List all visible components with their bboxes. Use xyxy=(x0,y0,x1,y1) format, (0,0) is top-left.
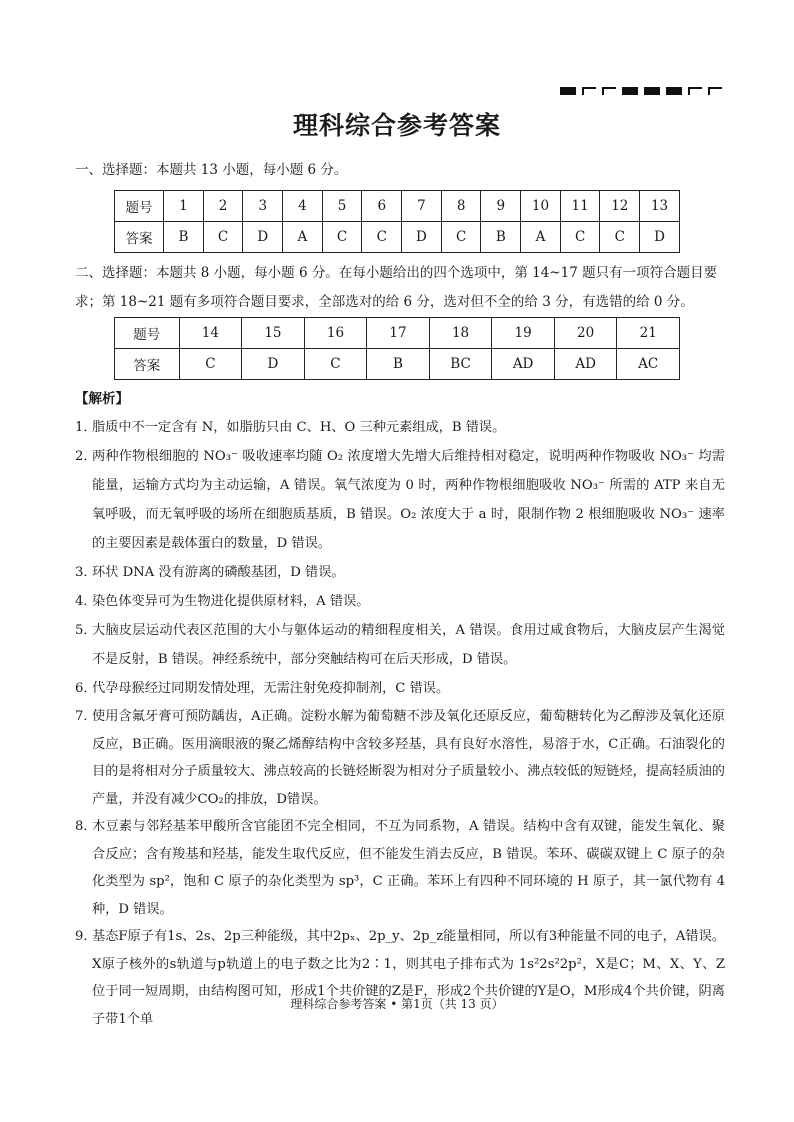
answer-cell: C xyxy=(322,222,362,253)
item-text: 使用含氟牙膏可预防龋齿，A正确。淀粉水解为葡萄糖不涉及氧化还原反应，葡萄糖转化为乙醇涉及氧化还原反应，B正确。医用滴眼液的聚乙烯醇结构中含较多羟基，具有良好水溶性，易溶于水，C正确。石油裂化的目的是将相对分子质量较大、沸点较高的长链烃断裂为相对分子质量较小、沸点较低的短链烃，提高轻质油的产量，并没有减少CO₂的排放，D错误。 xyxy=(92,709,725,807)
table-row-answers xyxy=(115,222,680,253)
question-number-cell: 2 xyxy=(203,191,243,222)
question-number-cell: 5 xyxy=(322,191,362,222)
code-mark-icon xyxy=(622,87,638,95)
list-item xyxy=(75,442,725,558)
list-item xyxy=(75,616,725,674)
list-item xyxy=(75,923,725,1033)
item-number: 9． xyxy=(75,929,97,944)
analysis-heading: 【解析】 xyxy=(75,391,129,407)
item-text: 基态F原子有1s、2s、2p三种能级，其中2pₓ、2p_y、2p_z能量相同，所以有3种能量不同的电子，A错误。X原子核外的s轨道与p轨道上的电子数之比为2∶1，则其电子排布式为 1s²2s²2p²，X是C；M、X、Y、Z 位于同一短周期，由结构图可知，形成1个共价键的Z是F，形成2个共价键的Y是O，M形成4个共价键，阴离子带1个单 xyxy=(92,929,725,1027)
item-number: 6． xyxy=(75,681,97,696)
answer-cell: B xyxy=(164,222,204,253)
corner-code-marks xyxy=(560,87,722,95)
question-number-cell: 6 xyxy=(362,191,402,222)
question-number-cell: 11 xyxy=(560,191,600,222)
section1-heading: 一、选择题：本题共 13 小题，每小题 6 分。 xyxy=(75,162,348,178)
question-number-cell: 21 xyxy=(617,318,680,349)
answer-cell: C xyxy=(600,222,640,253)
item-text: 环状 DNA 没有游离的磷酸基团，D 错误。 xyxy=(92,565,345,580)
answer-cell: C xyxy=(441,222,481,253)
answer-cell: B xyxy=(367,349,430,380)
item-number: 3． xyxy=(75,565,97,580)
row-label-answer: 答案 xyxy=(115,349,180,380)
list-item xyxy=(75,558,725,587)
question-number-cell: 7 xyxy=(402,191,442,222)
list-item xyxy=(75,674,725,703)
answer-cell: AC xyxy=(617,349,680,380)
item-text: 木豆素与邻羟基苯甲酸所含官能团不完全相同，不互为同系物，A 错误。结构中含有双键，能发生氧化、聚合反应；含有羧基和羟基，能发生取代反应，但不能发生消去反应，B 错误。苯环、碳碳双键上 C 原子的杂化类型为 sp²，饱和 C 原子的杂化类型为 sp³，C 正确。苯环上有四种不同环境的 H 原子，其一氯代物有 4 种，D 错误。 xyxy=(92,819,725,917)
answer-table-2 xyxy=(114,317,680,380)
list-item xyxy=(75,703,725,813)
answer-cell: C xyxy=(304,349,367,380)
item-text: 大脑皮层运动代表区范围的大小与躯体运动的精细程度相关，A 错误。食用过咸食物后，大脑皮层产生渴觉不是反射，B 错误。神经系统中，部分突触结构可在后天形成，D 错误。 xyxy=(92,623,725,667)
answer-cell: A xyxy=(521,222,561,253)
answer-cell: C xyxy=(560,222,600,253)
item-text: 代孕母猴经过同期发情处理，无需注射免疫抑制剂，C 错误。 xyxy=(92,681,450,696)
question-number-cell: 16 xyxy=(304,318,367,349)
code-mark-icon xyxy=(560,87,576,95)
item-text: 脂质中不一定含有 N，如脂肪只由 C、H、O 三种元素组成，B 错误。 xyxy=(92,420,506,435)
question-number-cell: 15 xyxy=(242,318,305,349)
code-mark-icon xyxy=(644,87,660,95)
row-label-answer: 答案 xyxy=(115,222,164,253)
question-number-cell: 9 xyxy=(481,191,521,222)
table-row-numbers xyxy=(115,191,680,222)
analysis-list xyxy=(75,413,725,1033)
list-item xyxy=(75,813,725,923)
answer-cell: D xyxy=(242,349,305,380)
item-text: 两种作物根细胞的 NO₃⁻ 吸收速率均随 O₂ 浓度增大先增大后维持相对稳定，说明两种作物吸收 NO₃⁻ 均需能量，运输方式均为主动运输，A 错误。氧气浓度为 0 时，两种作物根细胞吸收 NO₃⁻ 所需的 ATP 来自无氧呼吸，而无氧呼吸的场所在细胞质基质，B 错误。O₂ 浓度大于 a 时，限制作物 2 根细胞吸收 NO₃⁻ 速率的主要因素是载体蛋白的数量，D 错误。 xyxy=(92,449,725,551)
answer-cell: AD xyxy=(492,349,555,380)
page-footer: 理科综合参考答案 • 第1页（共 13 页） xyxy=(290,997,504,1011)
code-mark-icon xyxy=(602,87,616,95)
item-text: 染色体变异可为生物进化提供原材料，A 错误。 xyxy=(92,594,370,609)
question-number-cell: 13 xyxy=(640,191,680,222)
row-label-number: 题号 xyxy=(115,191,164,222)
section2-heading: 二、选择题：本题共 8 小题，每小题 6 分。在每小题给出的四个选项中，第 14~17 题只有一项符合题目要求；第 18~21 题有多项符合题目要求，全部选对的给 6 分，选对但不全的给 3 分，有选错的给 0 分。 xyxy=(75,265,718,310)
code-mark-icon xyxy=(582,87,596,95)
question-number-cell: 12 xyxy=(600,191,640,222)
question-number-cell: 14 xyxy=(179,318,242,349)
table-row-numbers xyxy=(115,318,680,349)
question-number-cell: 20 xyxy=(554,318,617,349)
item-number: 5． xyxy=(75,623,97,638)
question-number-cell: 18 xyxy=(429,318,492,349)
item-number: 7． xyxy=(75,709,97,724)
code-mark-icon xyxy=(666,87,682,95)
answer-cell: C xyxy=(203,222,243,253)
question-number-cell: 17 xyxy=(367,318,430,349)
page-title: 理科综合参考答案 xyxy=(292,111,501,140)
row-label-number: 题号 xyxy=(115,318,180,349)
answer-cell: BC xyxy=(429,349,492,380)
question-number-cell: 1 xyxy=(164,191,204,222)
answer-table-1 xyxy=(114,190,680,253)
answer-cell: C xyxy=(362,222,402,253)
answer-cell: C xyxy=(179,349,242,380)
item-number: 2． xyxy=(75,449,97,464)
question-number-cell: 19 xyxy=(492,318,555,349)
list-item xyxy=(75,413,725,442)
answer-cell: B xyxy=(481,222,521,253)
question-number-cell: 8 xyxy=(441,191,481,222)
list-item xyxy=(75,587,725,616)
code-mark-icon xyxy=(688,87,702,95)
item-number: 1． xyxy=(75,420,97,435)
answer-cell: A xyxy=(283,222,323,253)
answer-cell: AD xyxy=(554,349,617,380)
item-number: 8． xyxy=(75,819,97,834)
answer-cell: D xyxy=(243,222,283,253)
answer-cell: D xyxy=(402,222,442,253)
question-number-cell: 3 xyxy=(243,191,283,222)
table-row-answers xyxy=(115,349,680,380)
question-number-cell: 4 xyxy=(283,191,323,222)
answer-cell: D xyxy=(640,222,680,253)
item-number: 4． xyxy=(75,594,97,609)
question-number-cell: 10 xyxy=(521,191,561,222)
code-mark-icon xyxy=(708,87,722,95)
